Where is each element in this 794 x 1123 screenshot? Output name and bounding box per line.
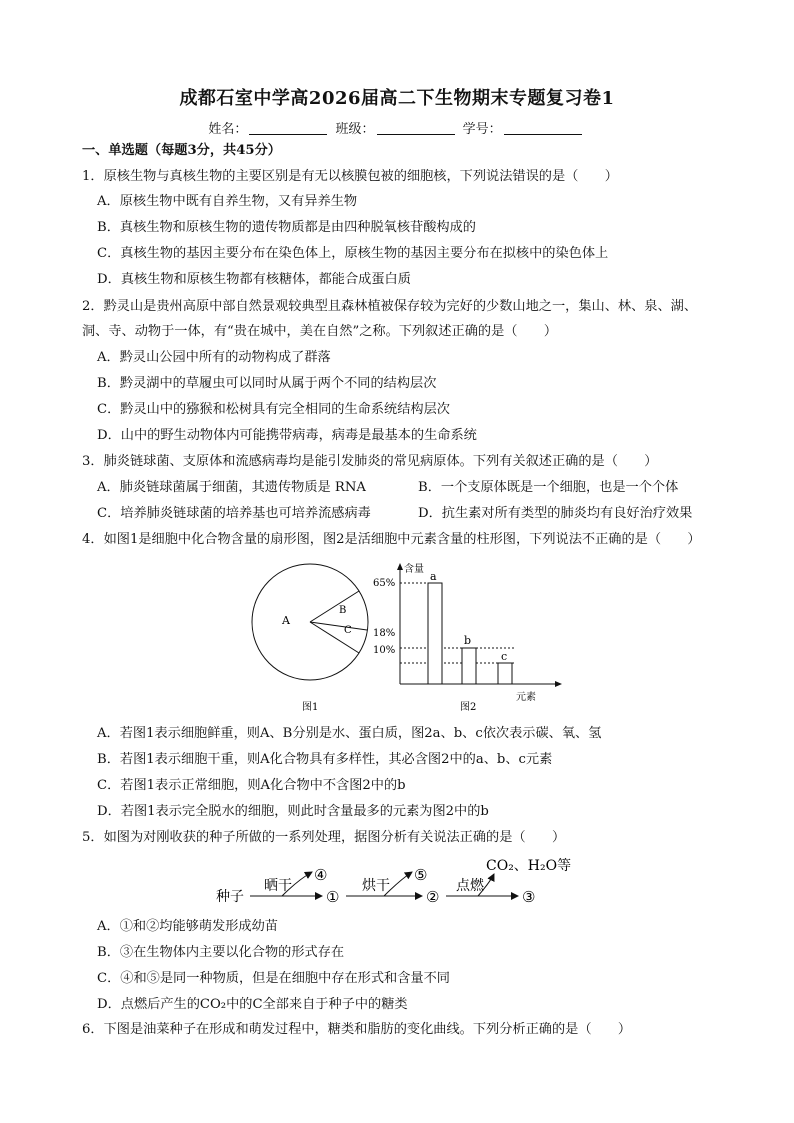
q2-stem-line1: 2．黔灵山是贵州高原中部自然景观较典型且森林植被保存较为完好的少数山地之一，集山、林、泉、湖、 <box>82 299 698 314</box>
q3-option-a: A．肺炎链球菌属于细菌，其遗传物质是 RNA <box>97 480 366 495</box>
q4-figures <box>240 560 580 720</box>
q5-b-text: 在生物体内主要以化合物的形式存在 <box>133 945 345 960</box>
class-blank[interactable] <box>377 122 455 135</box>
q5-b-num3: ③ <box>119 945 134 960</box>
student-info <box>0 118 794 137</box>
class-label: 班级： <box>335 122 375 137</box>
bar-a <box>428 583 442 684</box>
q5-c-num5: ⑤ <box>146 971 160 986</box>
q5-option-d: D．点燃后产生的CO₂中的C全部来自于种子中的糖类 <box>97 997 408 1012</box>
diagram-seed: 种子 <box>216 889 244 905</box>
q5-option-c <box>97 970 450 988</box>
diagram-products: CO₂、H₂O等 <box>486 858 572 874</box>
page-title: 成都石室中学高2026届高二下生物期末专题复习卷1 <box>179 88 615 109</box>
q6-stem: 6．下图是油菜种子在形成和萌发过程中，糖类和脂肪的变化曲线。下列分析正确的是（ ） <box>82 1022 632 1037</box>
q4-stem: 4．如图1是细胞中化合物含量的扇形图，图2是活细胞中元素含量的柱形图，下列说法不正确的是（ ） <box>82 532 701 547</box>
diagram-oven-dry: 烘干 <box>362 878 390 894</box>
pie-label-c: C <box>344 625 352 636</box>
id-blank[interactable] <box>504 122 582 135</box>
q1-option-d: D．真核生物和原核生物都有核糖体，都能合成蛋白质 <box>97 272 411 287</box>
q5-a-num1: ① <box>119 919 133 934</box>
diagram-node-3: ③ <box>522 888 536 906</box>
q2-option-a: A．黔灵山公园中所有的动物构成了群落 <box>97 350 331 365</box>
q5-a-text: 均能够萌发形成幼苗 <box>159 919 278 934</box>
y-axis-label: 含量 <box>404 564 424 575</box>
q1-stem: 1．原核生物与真核生物的主要区别是有无以核膜包被的细胞核，下列说法错误的是（ ） <box>82 169 618 184</box>
pie-label-b: B <box>339 605 347 616</box>
q1-option-c: C．真核生物的基因主要分布在染色体上，原核生物的基因主要分布在拟核中的染色体上 <box>97 246 609 261</box>
q5-a-and: 和 <box>132 919 147 934</box>
bar-b <box>462 648 476 684</box>
tick-10: 10% <box>373 645 396 656</box>
q1-option-a: A．原核生物中既有自养生物，又有异养生物 <box>97 194 358 209</box>
bar-b-label: b <box>464 634 472 647</box>
figure1-pie <box>252 564 368 713</box>
pie-divider-2 <box>310 622 367 630</box>
bar-a-label: a <box>430 570 437 583</box>
q5-c-letter: C． <box>97 971 121 986</box>
q5-c-and: 和 <box>133 971 147 986</box>
q3-option-c: C．培养肺炎链球菌的培养基也可培养流感病毒 <box>97 506 371 521</box>
bar-c-label: c <box>501 650 508 663</box>
x-axis-label: 元素 <box>516 692 536 703</box>
q2-option-d: D．山中的野生动物体内可能携带病毒，病毒是最基本的生命系统 <box>97 428 477 443</box>
q3-option-b: B．一个支原体既是一个细胞，也是一个个体 <box>418 480 679 495</box>
q5-option-b <box>97 944 344 962</box>
q2-stem-line2: 洞、寺、动物于一体，有“贵在城中，美在自然”之称。下列叙述正确的是（ ） <box>82 324 558 339</box>
q4-option-c: C．若图1表示正常细胞，则A化合物中不含图2中的b <box>97 778 406 793</box>
q5-a-letter: A． <box>97 919 120 934</box>
q2-option-c: C．黔灵山中的猕猴和松树具有完全相同的生命系统结构层次 <box>97 402 450 417</box>
q5-option-a <box>97 918 278 936</box>
y-axis-arrow <box>397 563 403 570</box>
diagram-node-2: ② <box>426 888 440 906</box>
q4-option-d: D．若图1表示完全脱水的细胞，则此时含量最多的元素为图2中的b <box>97 804 489 819</box>
q5-a-num2: ② <box>146 919 160 934</box>
tick-18: 18% <box>373 628 396 639</box>
name-label: 姓名： <box>208 122 248 137</box>
figure1-caption: 图1 <box>302 702 319 713</box>
diagram-node-1: ① <box>326 888 340 906</box>
id-label: 学号： <box>462 122 502 137</box>
pie-divider-1 <box>310 591 359 622</box>
q5-stem: 5．如图为对刚收获的种子所做的一系列处理，据图分析有关说法正确的是（ ） <box>82 830 566 845</box>
q5-b-letter: B． <box>97 945 120 960</box>
q5-c-text: 是同一种物质，但是在细胞中存在形式和含量不同 <box>159 971 450 986</box>
q3-option-d: D．抗生素对所有类型的肺炎均有良好治疗效果 <box>418 506 693 521</box>
pie-label-a: A <box>282 614 290 627</box>
x-axis-arrow <box>555 681 562 687</box>
diagram-burn: 点燃 <box>456 878 484 894</box>
q3-stem: 3．肺炎链球菌、支原体和流感病毒均是能引发肺炎的常见病原体。下列有关叙述正确的是（ ） <box>82 454 658 469</box>
bar-c <box>498 663 512 684</box>
figure2-caption: 图2 <box>460 702 477 713</box>
diagram-node-5: ⑤ <box>414 866 428 884</box>
q4-option-b: B．若图1表示细胞干重，则A化合物具有多样性，其必含图2中的a、b、c元素 <box>97 752 553 767</box>
tick-65: 65% <box>373 578 396 589</box>
q5-process-diagram <box>212 852 612 912</box>
q1-option-b: B．真核生物和原核生物的遗传物质都是由四种脱氧核苷酸构成的 <box>97 220 476 235</box>
section-heading: 一、单选题（每题3分，共45分） <box>82 143 281 158</box>
figure2-bar-chart <box>373 562 562 713</box>
diagram-sun-dry: 晒干 <box>264 878 292 894</box>
q4-option-a: A．若图1表示细胞鲜重，则A、B分别是水、蛋白质，图2a、b、c依次表示碳、氧、氢 <box>97 726 602 741</box>
q5-c-num4: ④ <box>120 971 134 986</box>
diagram-node-4: ④ <box>314 866 328 884</box>
q2-option-b: B．黔灵湖中的草履虫可以同时从属于两个不同的结构层次 <box>97 376 437 391</box>
name-blank[interactable] <box>249 122 327 135</box>
